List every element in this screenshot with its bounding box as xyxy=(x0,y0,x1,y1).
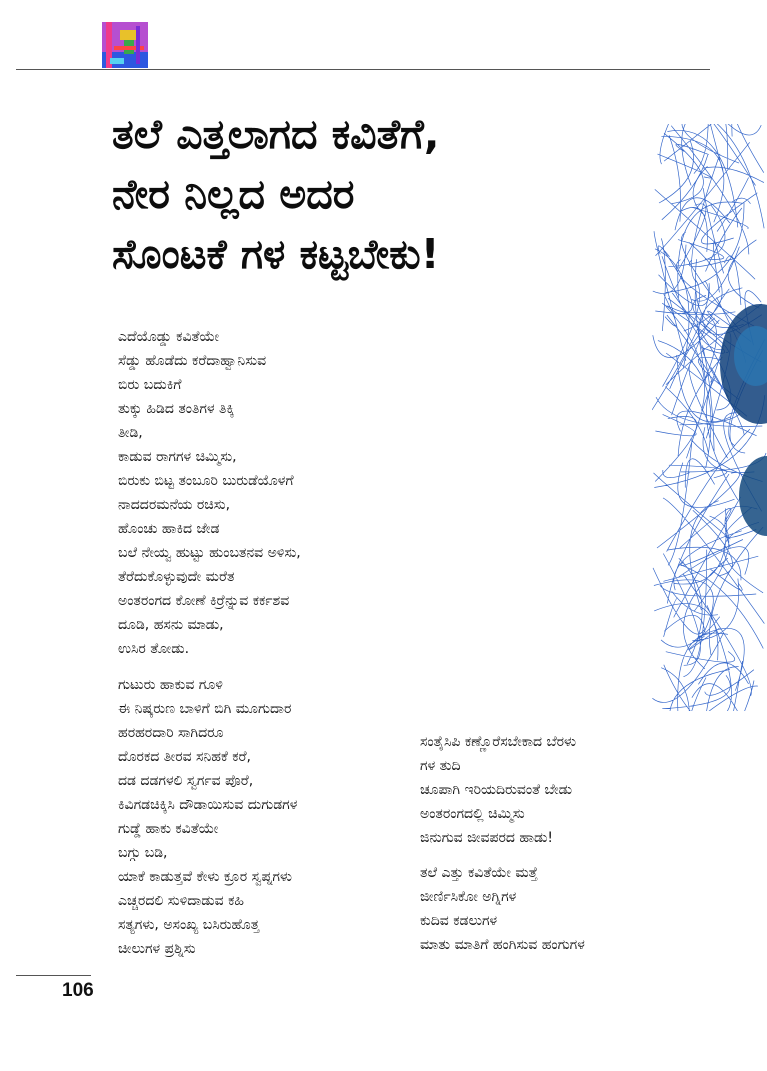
page-title xyxy=(112,104,632,284)
poem-line: ಕಾಡುವ ರಾಗಗಳ ಚಿಮ್ಮಿಸು, xyxy=(118,449,237,465)
poem-line: ತೀಡಿ, xyxy=(118,425,143,441)
poem-line: ಬಗ್ಗು ಬಡಿ, xyxy=(118,845,168,861)
poem-line: ಉಸಿರ ತೋಡು. xyxy=(118,641,190,657)
poem-line: ಯಾಕೆ ಕಾಡುತ್ತವೆ ಕೇಳು ಕ್ರೂರ ಸ್ವಪ್ನಗಳು xyxy=(118,869,292,885)
poem-line: ಕುದಿವ ಕಡಲುಗಳ xyxy=(420,913,498,929)
poem-line: ತೆರೆದುಕೊಳ್ಳುವುದೇ ಮರೆತ xyxy=(118,569,235,585)
magazine-logo-icon xyxy=(102,22,148,68)
poem-line: ಸಂತೈಸಿಪಿ ಕಣ್ಣೊರೆಸಬೇಕಾದ ಬೆರಳು xyxy=(420,734,577,750)
poem-line: ಗುಡ್ಡೆ ಹಾಕು ಕವಿತೆಯೇ xyxy=(118,821,219,837)
poem-line: ಚೂಪಾಗಿ ಇರಿಯದಿರುವಂತೆ ಬೇಡು xyxy=(420,782,573,798)
poem-line: ಅಂತರಂಗದ ಕೋಣೆ ಕಿರ್ರೆನ್ನುವ ಕರ್ಕಶವ xyxy=(118,593,290,609)
title-line: ಸೊಂಟಕೆ ಗಳ ಕಟ್ಟಬೇಕು! xyxy=(112,230,440,278)
page-number: 106 xyxy=(62,980,94,1001)
poem-line: ತುಕ್ಕು ಹಿಡಿದ ತಂತಿಗಳ ತಿಕ್ಕಿ xyxy=(118,401,235,417)
poem-stanza-4 xyxy=(420,861,585,957)
poem-line: ಹೊಂಚು ಹಾಕಿದ ಜೇಡ xyxy=(118,521,220,537)
poem-line: ಕಿವಿಗಡಚಿಕ್ಕಿಸಿ ದೌಡಾಯಿಸುವ ದುಗುಡಗಳ xyxy=(118,797,298,813)
footer-rule xyxy=(16,975,91,976)
poem-stanza-1 xyxy=(118,325,301,661)
poem-line: ಬಲೆ ನೇಯ್ವ ಹುಟ್ಟು ಹುಂಬತನವ ಅಳಿಸು, xyxy=(118,545,301,561)
poem-stanza-3 xyxy=(420,730,576,850)
poem-line: ದೊರಕದ ತೀರವ ಸನಿಹಕೆ ಕರೆ, xyxy=(118,749,251,765)
poem-line: ತಲೆ ಎತ್ತು ಕವಿತೆಯೇ ಮತ್ತೆ xyxy=(420,865,538,881)
poem-line: ನಾದದರಮನೆಯ ರಚಿಸು, xyxy=(118,497,231,513)
poem-line: ಬಿರುಕು ಬಿಟ್ಟ ತಂಬೂರಿ ಬುರುಡೆಯೊಳಗೆ xyxy=(118,473,294,489)
poem-line: ದೂಡಿ, ಹಸನು ಮಾಡು, xyxy=(118,617,224,633)
poem-line: ಮಾತು ಮಾತಿಗೆ ಹಂಗಿಸುವ ಹಂಗುಗಳ xyxy=(420,937,585,953)
title-line: ನೇರ ನಿಲ್ಲದ ಅದರ xyxy=(112,170,355,218)
header-rule xyxy=(16,69,710,70)
poem-line: ಬಿರು ಬದುಕಿಗೆ xyxy=(118,377,182,393)
poem-line: ಅಂತರಂಗದಲ್ಲಿ ಚಿಮ್ಮಿಸು xyxy=(420,806,525,822)
poem-line: ಜಿನುಗುವ ಜೀವಪರದ ಹಾಡು! xyxy=(420,830,554,846)
poem-stanza-2 xyxy=(118,673,297,961)
poem-line: ಎಚ್ಚರದಲಿ ಸುಳಿದಾಡುವ ಕಹಿ xyxy=(118,893,244,909)
poem-line: ಸೆಡ್ಡು ಹೊಡೆದು ಕರೆದಾಹ್ವಾನಿಸುವ xyxy=(118,353,267,369)
poem-line: ದಡ ದಡಗಳಲಿ ಸ್ವರ್ಗವ ಪೊರೆ, xyxy=(118,773,254,789)
poem-line: ಎದೆಯೊಡ್ಡು ಕವಿತೆಯೇ xyxy=(118,329,220,345)
poem-line: ಚೀಲುಗಳ ಪ್ರಶ್ನಿಸು xyxy=(118,941,196,957)
poem-line: ಗುಟುರು ಹಾಕುವ ಗೂಳಿ xyxy=(118,677,223,693)
poem-line: ಜೀರ್ಣಿಸಿಕೋ ಅಗ್ನಿಗಳ xyxy=(420,889,517,905)
scribble-artwork xyxy=(652,124,767,711)
title-line: ತಲೆ ಎತ್ತಲಾಗದ ಕವಿತೆಗೆ, xyxy=(112,110,440,158)
poem-line: ಸತ್ಯಗಳು, ಅಸಂಖ್ಯ ಬಸಿರುಹೊತ್ತ xyxy=(118,917,260,933)
poem-line: ಈ ನಿಷ್ಕರುಣ ಬಾಳಿಗೆ ಬಿಗಿ ಮೂಗುದಾರ xyxy=(118,701,292,717)
poem-line: ಹರಹರದಾರಿ ಸಾಗಿದರೂ xyxy=(118,725,224,741)
poem-line: ಗಳ ತುದಿ xyxy=(420,758,461,774)
